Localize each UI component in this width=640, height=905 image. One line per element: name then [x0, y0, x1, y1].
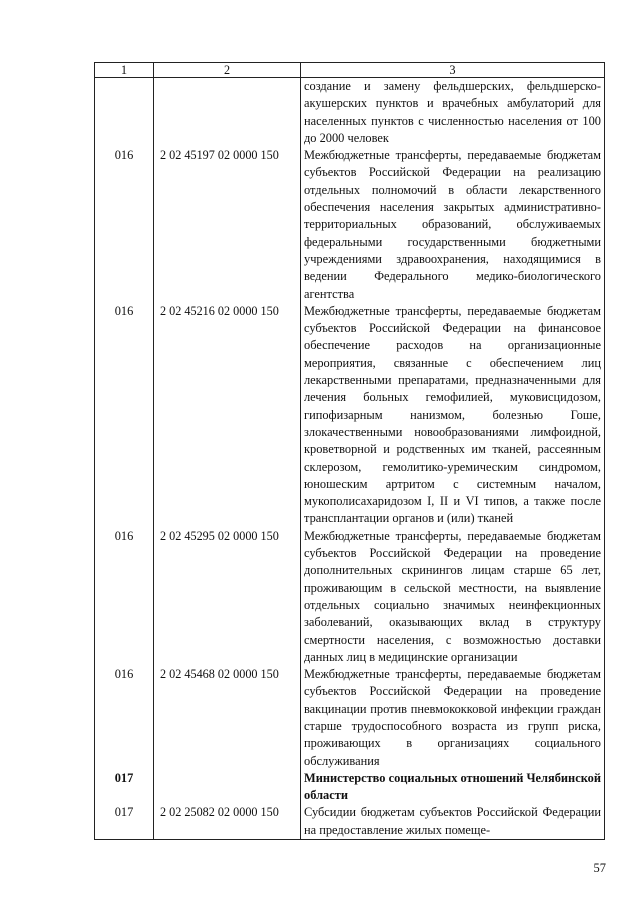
- header-col-2: 2: [154, 63, 301, 78]
- row-code: 016: [95, 147, 154, 303]
- row-kbk: 2 02 45468 02 0000 150: [154, 666, 301, 770]
- row-kbk: 2 02 25082 02 0000 150: [154, 804, 301, 839]
- table-row: [95, 770, 605, 805]
- table-row: [95, 666, 605, 770]
- row-code: 016: [95, 666, 154, 770]
- row-text: Межбюджетные трансферты, передаваемые бюджетам субъектов Российской Федерации на проведение дополнительных скринингов лицам старше 65 лет, проживающим в сельской местности, на выявление отдельных социально значимых неинфекционных заболеваний, оказывающих вклад в структуру смертности населения, с возможностью доставки данных лиц в медицинские организации: [301, 528, 605, 666]
- row-code: [95, 78, 154, 148]
- row-text: Межбюджетные трансферты, передаваемые бюджетам субъектов Российской Федерации на финансовое обеспечение расходов на организационные мероприятия, связанные с обеспечением лиц лекарственными препаратами, предназначенными для лечения больных гемофилией, муковисцидозом, гипофизарным нанизмом, болезнью Гоше, злокачественными новообразованиями лимфоидной, кроветворной и родственных им тканей, рассеянным склерозом, гемолитико-уремическим синдромом, юношеским артритом с системным началом, мукополисахаридозом I, II и VI типов, а также после трансплантации органов и (или) тканей: [301, 303, 605, 528]
- row-code: 016: [95, 528, 154, 666]
- table-row: [95, 78, 605, 148]
- row-text: Министерство социальных отношений Челябинской области: [301, 770, 605, 805]
- table-row: [95, 804, 605, 839]
- header-col-3: 3: [301, 63, 605, 78]
- row-text: создание и замену фельдшерских, фельдшерско-акушерских пунктов и врачебных амбулаторий для населенных пунктов с численностью населения от 100 до 2000 человек: [301, 78, 605, 148]
- row-code: 016: [95, 303, 154, 528]
- table-header-row: [95, 63, 605, 78]
- row-kbk: 2 02 45197 02 0000 150: [154, 147, 301, 303]
- page-number: 57: [593, 861, 606, 875]
- row-text: Субсидии бюджетам субъектов Российской Федерации на предоставление жилых помеще-: [301, 804, 605, 839]
- table-row: [95, 303, 605, 528]
- row-text: Межбюджетные трансферты, передаваемые бюджетам субъектов Российской Федерации на проведение вакцинации против пневмококковой инфекции граждан старше трудоспособного возраста из групп риска, проживающих в организациях социального обслуживания: [301, 666, 605, 770]
- header-col-1: 1: [95, 63, 154, 78]
- row-code: 017: [95, 770, 154, 805]
- budget-classification-table: [94, 62, 605, 840]
- row-kbk: 2 02 45295 02 0000 150: [154, 528, 301, 666]
- row-code: 017: [95, 804, 154, 839]
- table-row: [95, 147, 605, 303]
- row-kbk: [154, 770, 301, 805]
- row-kbk: [154, 78, 301, 148]
- row-text: Межбюджетные трансферты, передаваемые бюджетам субъектов Российской Федерации на реализацию отдельных полномочий в области лекарственного обеспечения населения закрытых административно-территориальных образований, обслуживаемых федеральными государственными бюджетными учреждениями здравоохранения, находящимися в ведении Федерального медико-биологического агентства: [301, 147, 605, 303]
- table-row: [95, 528, 605, 666]
- row-kbk: 2 02 45216 02 0000 150: [154, 303, 301, 528]
